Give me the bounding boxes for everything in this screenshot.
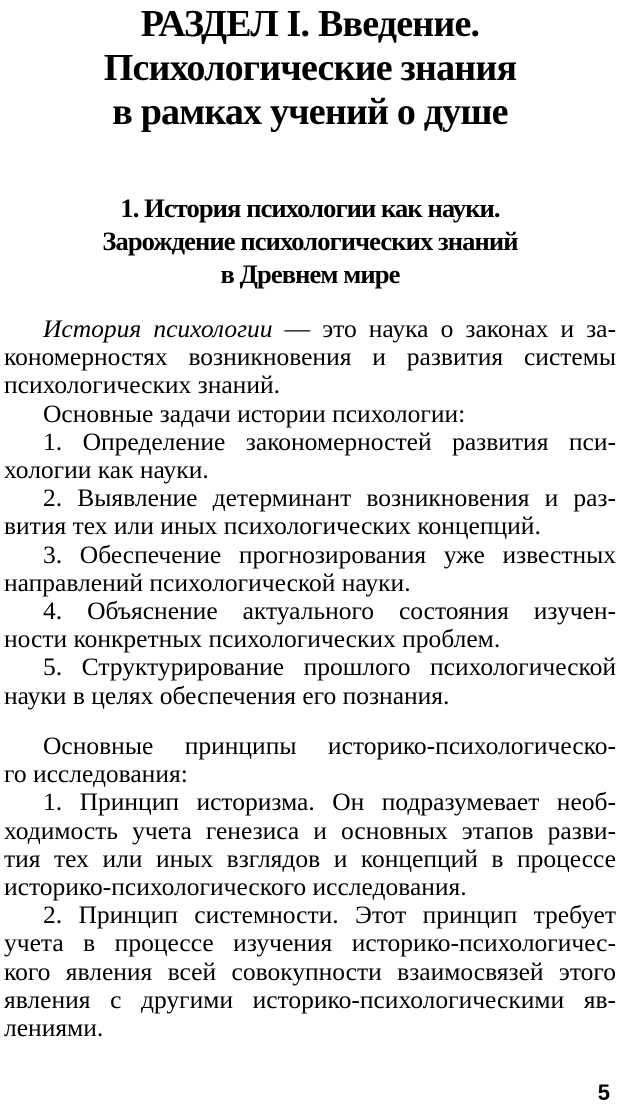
principle-item-line: ходимость учета генезиса и основных этапов разви-: [4, 815, 616, 845]
section-title-line: в рамках учений о душе: [112, 91, 508, 133]
task-item-line: вития тех или иных психологических концепций.: [4, 511, 541, 541]
task-item-line: ности конкретных психологических проблем.: [4, 624, 501, 654]
chapter-title-line: в Древнем мире: [220, 259, 400, 289]
definition-line: психологических знаний.: [4, 370, 280, 400]
section-title-line: Психологические знания: [103, 47, 517, 89]
definition-and-tasks-block: [4, 315, 616, 710]
task-item-line: 5. Структурирование прошлого психологической: [43, 652, 616, 682]
principle-item-line: лениями.: [4, 1013, 104, 1043]
section-title-line: РАЗДЕЛ I. Введение.: [140, 3, 480, 45]
principle-item-line: 1. Принцип историзма. Он подразумевает необ-: [43, 787, 616, 817]
chapter-title-line: Зарождение психологических знаний: [102, 226, 518, 256]
task-item-line: направлений психологической науки.: [4, 567, 411, 597]
chapter-title-line: 1. История психологии как науки.: [120, 193, 500, 223]
principle-item-line: 2. Принцип системности. Этот принцип требует: [43, 900, 616, 930]
task-item-line: науки в целях обеспечения его познания.: [4, 680, 450, 710]
task-item-line: хологии как науки.: [4, 455, 209, 485]
definition-line: [4, 315, 616, 343]
principle-item-line: историко-психологического исследования.: [4, 872, 467, 902]
page-number: 5: [597, 1080, 610, 1105]
principles-heading-line: Основные принципы историко-психологическо-: [43, 731, 616, 760]
principle-item-line: явления с другими историко-психологическими яв-: [4, 984, 616, 1014]
definition-text: — это наука о законах и за-: [272, 314, 616, 343]
task-item-line: 2. Выявление детерминант возникновения и раз-: [43, 483, 616, 513]
task-item-line: 1. Определение закономерностей развития пси-: [43, 426, 616, 456]
principle-item-line: тия тех или иных взглядов и концепций в процессе: [4, 843, 616, 873]
tasks-heading: Основные задачи истории психологии:: [43, 398, 466, 428]
principle-item-line: учета в процессе изучения историко-психологичес-: [4, 928, 616, 958]
chapter-title: [0, 192, 620, 291]
definition-line: кономерностях возникновения и развития системы: [4, 342, 616, 372]
principle-item-line: кого явления всей совокупности взаимосвязей этого: [4, 956, 616, 986]
principles-heading-line: го исследования:: [4, 759, 188, 789]
task-item-line: 3. Обеспечение прогнозирования уже известных: [43, 539, 616, 569]
defined-term: История психологии: [43, 314, 273, 343]
task-item-line: 4. Объяснение актуального состояния изучен-: [43, 596, 616, 626]
section-title: [0, 2, 620, 134]
principles-block: [4, 732, 616, 1042]
